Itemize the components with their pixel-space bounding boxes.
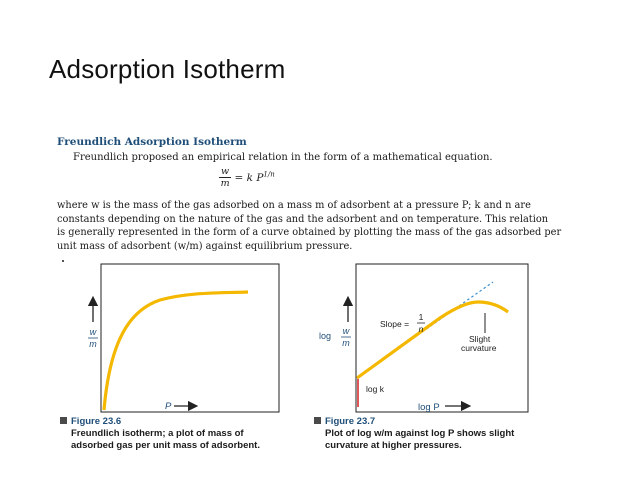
paragraph-line: unit mass of adsorbent (w/m) against equilibrium pressure.: [57, 240, 353, 252]
figure1-caption: [60, 416, 260, 452]
figure2-ylabel-num: w: [342, 326, 350, 336]
slide-title: Adsorption Isotherm: [49, 54, 286, 84]
figure1-plot: [88, 264, 279, 412]
figure2-intercept-label: log k: [366, 384, 384, 394]
caption-bullet: [314, 417, 321, 424]
paragraph-line: constants depending on the nature of the gas and the adsorbent and on temperature. This relation: [57, 213, 549, 225]
figure1-caption-line: adsorbed gas per unit mass of adsorbent.: [71, 440, 260, 451]
figure2-caption: [314, 416, 514, 452]
equation-rhs-text: = k P: [234, 172, 264, 185]
paragraph-line: is generally represented in the form of a curve obtained by plotting the mass of the gas adsorbed per: [57, 227, 562, 239]
figure2-slope-label: Slope =: [380, 319, 410, 329]
figure2-caption-number: Figure 23.7: [325, 416, 376, 427]
figure2-slope-den: n: [418, 324, 424, 334]
figure1-xlabel: P: [165, 401, 172, 412]
equation-numerator: w: [221, 166, 230, 177]
equation-exponent: 1/n: [263, 170, 275, 179]
equation-denominator: m: [220, 178, 230, 189]
figure2-ylabel-prefix: log: [319, 331, 332, 341]
figure2-ylabel-den: m: [342, 338, 350, 348]
figure2-caption-line: Plot of log w/m against log P shows slight: [325, 428, 515, 439]
figure2-curvature-label-1: Slight: [469, 334, 491, 344]
figure2-xlabel: log P: [418, 402, 440, 413]
figure2-caption-line: curvature at higher pressures.: [325, 440, 462, 451]
intro-sentence: Freundlich proposed an empirical relation in the form of a mathematical equation.: [73, 152, 493, 163]
figure1-frame: [101, 264, 279, 412]
figure1-caption-line: Freundlich isotherm; a plot of mass of: [71, 428, 244, 439]
figure1-ylabel-num: w: [89, 327, 97, 337]
figure1-ylabel-den: m: [89, 339, 97, 349]
figure1-caption-number: Figure 23.6: [71, 416, 122, 427]
figure2-curvature-label-2: curvature: [461, 343, 497, 353]
caption-bullet: [60, 417, 67, 424]
section-heading: Freundlich Adsorption Isotherm: [57, 136, 247, 148]
figure2-slope-num: 1: [418, 312, 424, 322]
figure2-plot: [319, 264, 528, 413]
figure1-curve: [104, 292, 248, 410]
paragraph-line: where w is the mass of the gas adsorbed on a mass m of adsorbent at a pressure P; k and n are: [57, 200, 531, 211]
